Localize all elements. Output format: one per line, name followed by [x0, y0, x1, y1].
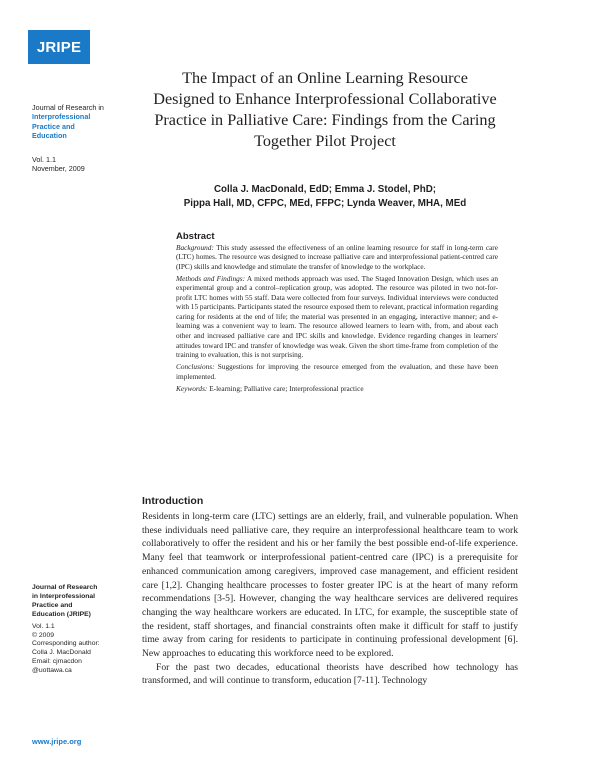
intro-paragraph: Residents in long-term care (LTC) settings are an elderly, frail, and vulnerable population. When these individuals need palliative care, they require an interprofessional healthcare team to work collaboratively to offer the resident and his or her family the best possible end-of-life experience. Many feel that teamwork or interprofessional patient-centred care (IPC) is a prerequisite for enhanced communication among caregivers, improved case management, and efficient resident care [1,2]. Changing healthcare processes to foster greater IPC is at the heart of many reform recommendations [3-5]. However, changing the way healthcare services are delivered requires changing the way healthcare workers are educated. In LTC, for example, the susceptible state of the resident, staff shortages, and financial constraints often make it difficult for staff to justify time away from caring for residents to participate in continuing professional development [6]. New approaches to educating this workforce need to be explored.	[142, 511, 518, 660]
authors-line: Colla J. MacDonald, EdD; Emma J. Stodel, PhD;	[213, 184, 437, 195]
introduction-body	[142, 510, 518, 688]
volume: Vol. 1.1	[32, 154, 56, 164]
background-text: This study assessed the effectiveness of an online learning resource for staff in long-term care (LTC) homes. The resource was designed to increase palliative care and interprofessional patient-centred care (IPC) skills and knowledge and stimulate the transfer of knowledge to the workplace.	[176, 242, 498, 271]
abstract-keywords	[176, 384, 498, 394]
citation-line: Journal of Research	[32, 584, 98, 591]
author-list	[150, 183, 500, 211]
journal-name-line4: Education	[32, 131, 67, 141]
abstract-background	[176, 243, 498, 272]
methods-label: Methods and Findings:	[176, 273, 246, 283]
citation-line: in Interprofessional	[32, 592, 96, 600]
abstract-section	[176, 232, 498, 396]
citation-line: Education (JRIPE)	[32, 610, 91, 618]
abstract-conclusions	[176, 362, 498, 381]
citation-copyright: © 2009	[32, 631, 55, 639]
issue-date: November, 2009	[32, 164, 85, 174]
journal-name-line3: Practice and	[32, 121, 75, 131]
journal-url-link[interactable]: www.jripe.org	[32, 737, 82, 746]
sidebar-citation	[32, 584, 127, 676]
paper-title: The Impact of an Online Learning Resource Designed to Enhance Interprofessional Collaborative Practice in Palliative Care: Findings from the Caring Together Pilot Project	[153, 69, 497, 150]
corresponding-author: Colla J. MacDonald	[32, 649, 91, 657]
methods-text: A mixed methods approach was used. The Staged Innovation Design, which uses an experimental group and a control–replication group, was adopted. The resource was piloted in two not-for-profit LTC homes with 55 staff. Data were collected from four surveys. Individual interviews were conducted with 15 participants. Participants stated the resource exposed them to relevant, practical information regarding caring for residents at the end of life; the material was presented in an engaging, interactive manner; and e-learning was a convenient way to learn. The resource allowed learners to learn with, from, and about each other and increased palliative care and IPC skills and knowledge. Evidence regarding changes in learners' attitudes toward IPC and transfer of knowledge was weak. Given the short time-frame from completion of the training to evaluation, this is not surprising.	[176, 273, 498, 360]
authors-line: Pippa Hall, MD, CFPC, MEd, FFPC; Lynda Weaver, MHA, MEd	[183, 198, 467, 209]
background-label: Background:	[176, 242, 214, 252]
keywords-label: Keywords:	[176, 383, 208, 393]
keywords-text: E-learning; Palliative care; Interprofessional practice	[209, 383, 364, 393]
citation-volume: Vol. 1.1	[32, 622, 55, 630]
conclusions-label: Conclusions:	[176, 362, 215, 372]
intro-paragraph: For the past two decades, educational theorists have described how technology has transformed, and will continue to transform, education [7-11]. Technology	[142, 661, 518, 687]
abstract-heading: Abstract	[176, 231, 215, 242]
corresponding-email-domain: @uottawa.ca	[32, 667, 72, 675]
corresponding-email: Email: cjmacdon	[32, 658, 82, 666]
journal-name-line2: Interprofessional	[32, 112, 91, 122]
journal-name-prefix: Journal of Research in	[32, 103, 104, 112]
sidebar-journal-info	[32, 103, 127, 173]
journal-logo: JRIPE	[28, 30, 90, 64]
abstract-methods	[176, 274, 498, 360]
introduction-heading: Introduction	[142, 495, 204, 507]
corresponding-label: Corresponding author:	[32, 640, 100, 648]
conclusions-text: Suggestions for improving the resource emerged from the evaluation, and these have been implemented.	[176, 362, 498, 381]
citation-line: Practice and	[32, 601, 73, 609]
